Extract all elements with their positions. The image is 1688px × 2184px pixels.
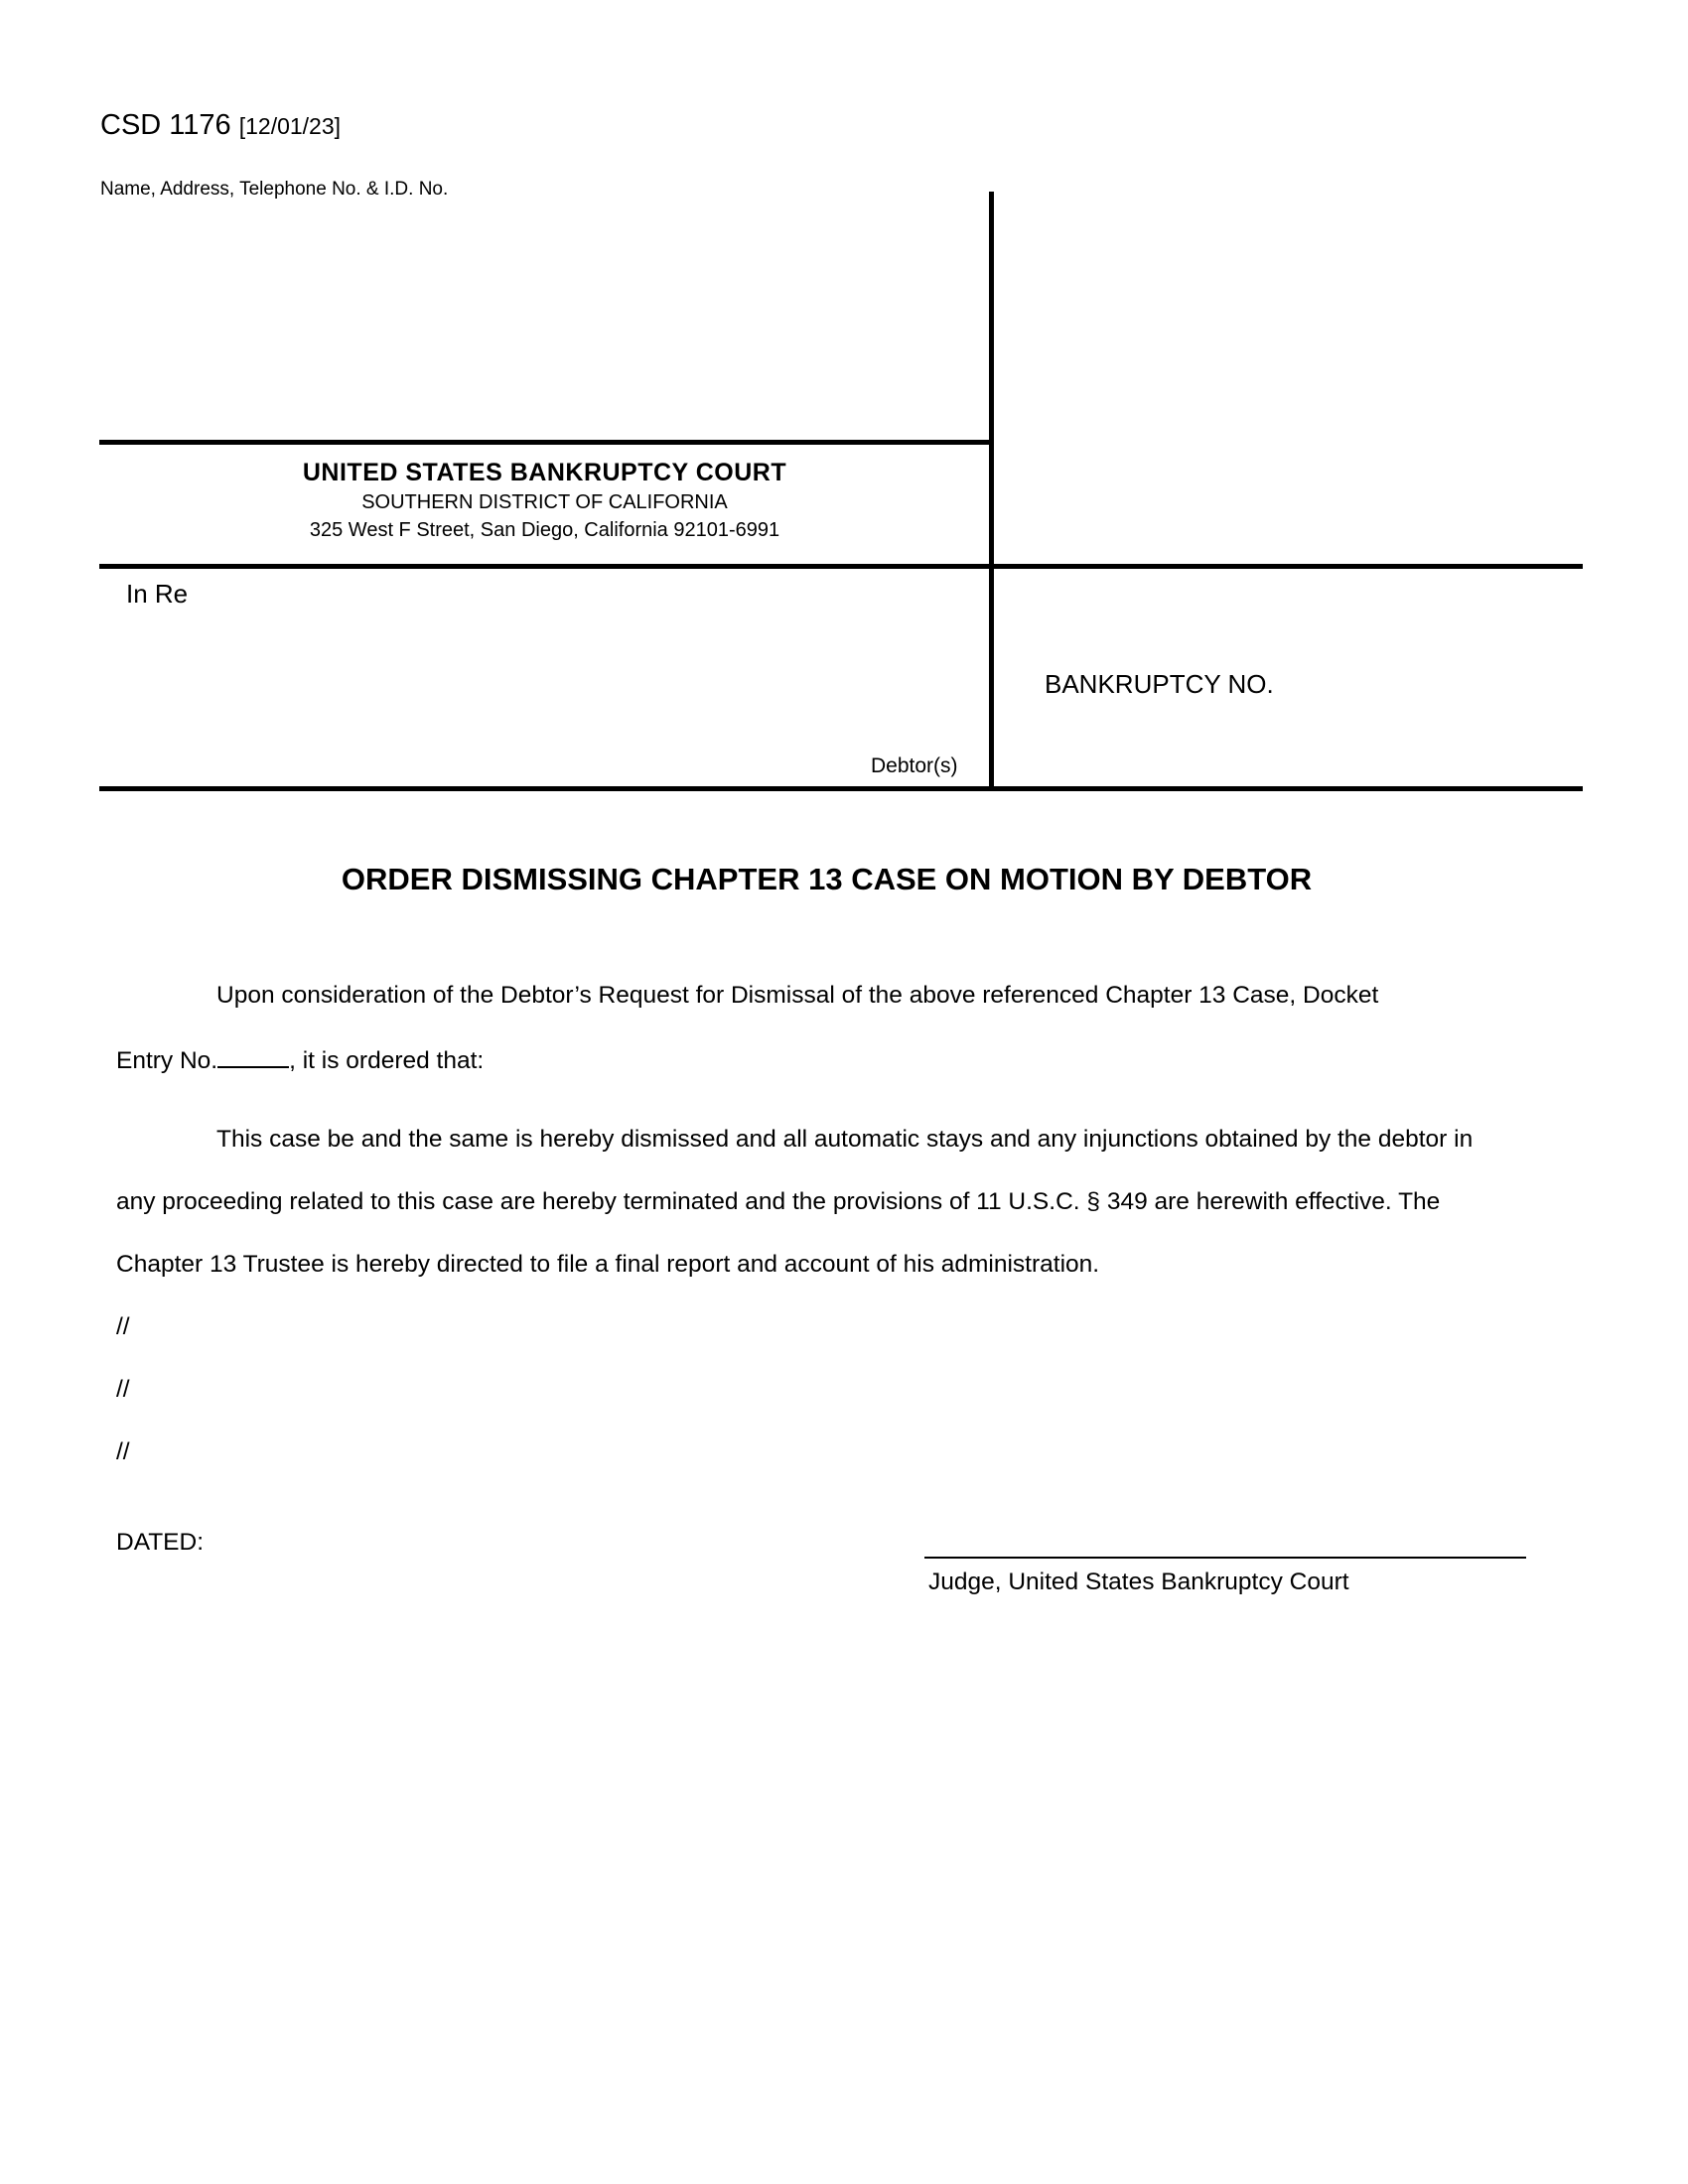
caption-rule-top bbox=[99, 440, 990, 445]
dated-label: DATED: bbox=[116, 1529, 205, 1556]
form-code bbox=[100, 109, 341, 142]
order-paragraph-1-line-2 bbox=[116, 1044, 484, 1075]
judge-signature-field[interactable] bbox=[924, 1489, 1526, 1555]
debtor-name-field[interactable] bbox=[126, 615, 970, 745]
court-address: 325 West F Street, San Diego, California 92101-6991 bbox=[309, 519, 780, 541]
form-code-number: CSD 1176 bbox=[100, 109, 231, 141]
signature-line bbox=[924, 1557, 1526, 1559]
order-paragraph-2-line-2: any proceeding related to this case are hereby terminated and the provisions of 11 U.S.C. § 349 are herewith effective. The bbox=[116, 1188, 1441, 1215]
order-title: ORDER DISMISSING CHAPTER 13 CASE ON MOTION BY DEBTOR bbox=[341, 862, 1313, 896]
court-block bbox=[100, 457, 989, 544]
order-paragraph-2-line-1: This case be and the same is hereby dismissed and all automatic stays and any injunctions obtained by the debtor in bbox=[216, 1126, 1474, 1153]
form-revision-date: [12/01/23] bbox=[238, 113, 342, 139]
attorney-info-label: Name, Address, Telephone No. & I.D. No. bbox=[100, 179, 449, 200]
in-re-label: In Re bbox=[126, 579, 189, 609]
debtors-label: Debtor(s) bbox=[871, 754, 958, 777]
court-district: SOUTHERN DISTRICT OF CALIFORNIA bbox=[361, 491, 728, 513]
judge-signature-label: Judge, United States Bankruptcy Court bbox=[928, 1569, 1349, 1595]
bankruptcy-number-field[interactable] bbox=[1045, 707, 1561, 776]
continuation-mark: // bbox=[116, 1376, 130, 1403]
bankruptcy-number-label: BANKRUPTCY NO. bbox=[1045, 669, 1274, 699]
ordered-that-text: , it is ordered that: bbox=[289, 1047, 485, 1074]
attorney-info-field[interactable] bbox=[100, 208, 984, 437]
caption-rule-middle bbox=[99, 564, 1583, 569]
caption-rule-bottom bbox=[99, 786, 1583, 791]
docket-entry-number-field[interactable] bbox=[217, 1044, 289, 1068]
continuation-mark: // bbox=[116, 1313, 130, 1340]
judge-info-field[interactable] bbox=[1003, 199, 1579, 556]
order-paragraph-1-line-1: Upon consideration of the Debtor’s Request for Dismissal of the above referenced Chapter 13 Case, Docket bbox=[216, 982, 1379, 1009]
court-name: UNITED STATES BANKRUPTCY COURT bbox=[302, 459, 787, 486]
caption-vertical-divider bbox=[989, 192, 994, 790]
continuation-mark: // bbox=[116, 1438, 130, 1465]
docket-entry-label: Entry No. bbox=[116, 1047, 218, 1074]
order-paragraph-2-line-3: Chapter 13 Trustee is hereby directed to file a final report and account of his administration. bbox=[116, 1251, 1100, 1278]
